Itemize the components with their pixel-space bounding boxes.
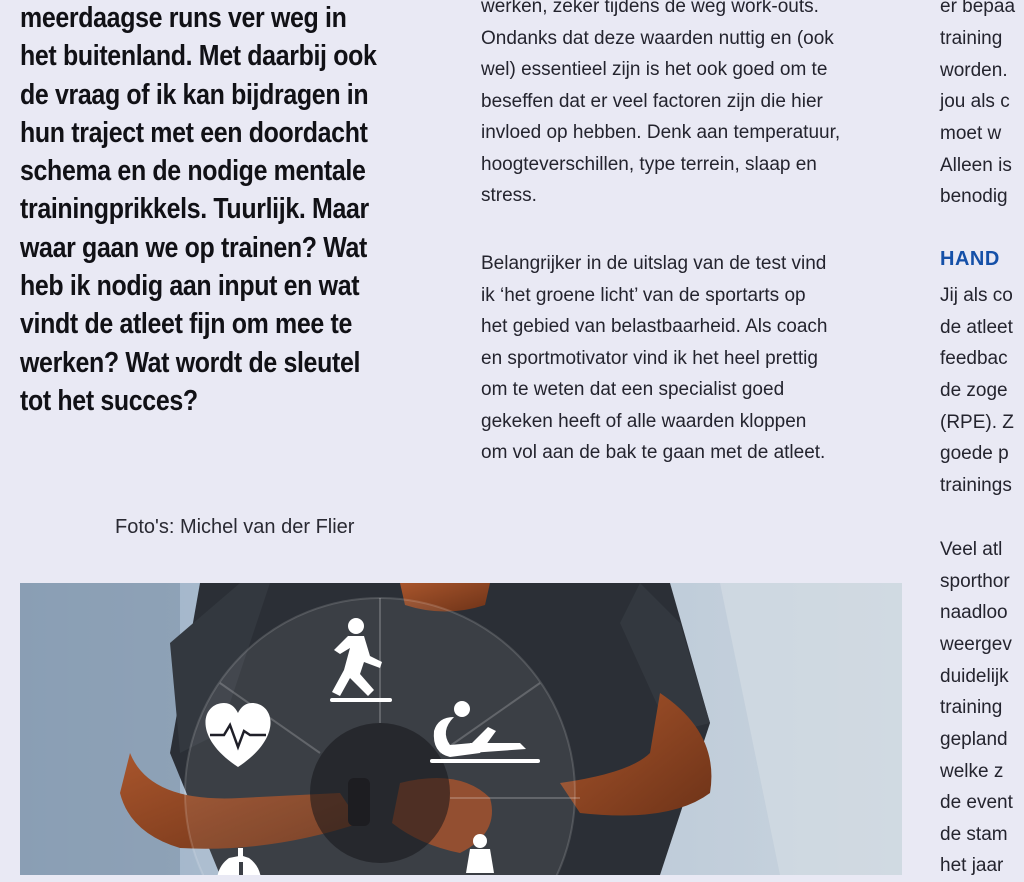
body-paragraph-1 (481, 0, 840, 212)
photo-credit: Foto's: Michel van der Flier (115, 516, 355, 538)
body-line: Ondanks dat deze waarden nuttig en (ook (481, 27, 834, 49)
body-line: werken, zeker tijdens de weg work-outs. (481, 0, 819, 17)
body-line: wel) essentieel zijn is het ook goed om te (481, 59, 828, 80)
body-line: (RPE). Z (940, 412, 1014, 433)
body-line: gekeken heeft of alle waarden kloppen (481, 410, 807, 432)
lead-line: waar gaan we op trainen? Wat (20, 231, 367, 264)
lead-line: heb ik nodig aan input en wat (20, 270, 360, 303)
body-line: Belangrijker in de uitslag van de test vind (481, 253, 827, 274)
body-line: Veel atl (940, 539, 1003, 560)
lead-line: het buitenland. Met daarbij ook (20, 40, 377, 73)
lead-line: schema en de nodige mentale (20, 155, 366, 188)
body-line: training (940, 28, 1003, 49)
body-line: training (940, 697, 1003, 718)
lead-line: hun traject met een doordacht (20, 116, 368, 149)
lead-line: de vraag of ik kan bijdragen in (20, 78, 369, 111)
lead-line: werken? Wat wordt de sleutel (20, 346, 361, 379)
body-line: ik ‘het groene licht’ van de sportarts op (481, 284, 806, 306)
body-line: Jij als co (940, 285, 1013, 306)
body-line: het gebied van belastbaarheid. Als coach (481, 316, 828, 337)
body-line: de event (940, 792, 1013, 813)
section-heading: HAND (940, 248, 1000, 270)
lead-paragraph (20, 0, 450, 420)
body-line: weergev (940, 634, 1012, 655)
body-line: invloed op hebben. Denk aan temperatuur, (481, 122, 841, 143)
body-line: trainings (940, 475, 1012, 496)
body-line: moet w (940, 123, 1002, 144)
body-line: Alleen is (940, 155, 1012, 176)
body-line: er bepaa (940, 0, 1016, 17)
body-line: naadloo (940, 602, 1008, 623)
lead-line: vindt de atleet fijn om mee te (20, 308, 352, 341)
body-line: sporthor (940, 571, 1010, 592)
body-line: het jaar (940, 855, 1004, 876)
body-line: de stam (940, 824, 1008, 845)
body-paragraph-2 (481, 248, 827, 469)
lead-line: meerdaagse runs ver weg in (20, 2, 347, 34)
body-line: stress. (481, 185, 537, 206)
body-line: om vol aan de bak te gaan met de atleet. (481, 442, 826, 463)
body-line: gepland (940, 729, 1008, 750)
body-line: welke z (940, 761, 1004, 782)
body-line: jou als c (940, 91, 1010, 112)
body-line: hoogteverschillen, type terrein, slaap en (481, 153, 817, 175)
body-line: de zoge (940, 380, 1008, 401)
body-line: goede p (940, 443, 1009, 464)
body-line: en sportmotivator vind ik het heel prettig (481, 347, 818, 369)
lead-line: tot het succes? (20, 384, 198, 417)
body-line: om te weten dat een specialist goed (481, 379, 785, 400)
lead-line: trainingprikkels. Tuurlijk. Maar (20, 193, 369, 226)
body-line: feedbac (940, 348, 1008, 369)
body-line: benodig (940, 186, 1008, 207)
body-line: beseffen dat er veel factoren zijn die hier (481, 90, 823, 112)
body-line: de atleet (940, 317, 1013, 338)
body-line: worden. (940, 60, 1008, 81)
body-line: duidelijk (940, 666, 1009, 687)
article-photo (20, 583, 902, 875)
